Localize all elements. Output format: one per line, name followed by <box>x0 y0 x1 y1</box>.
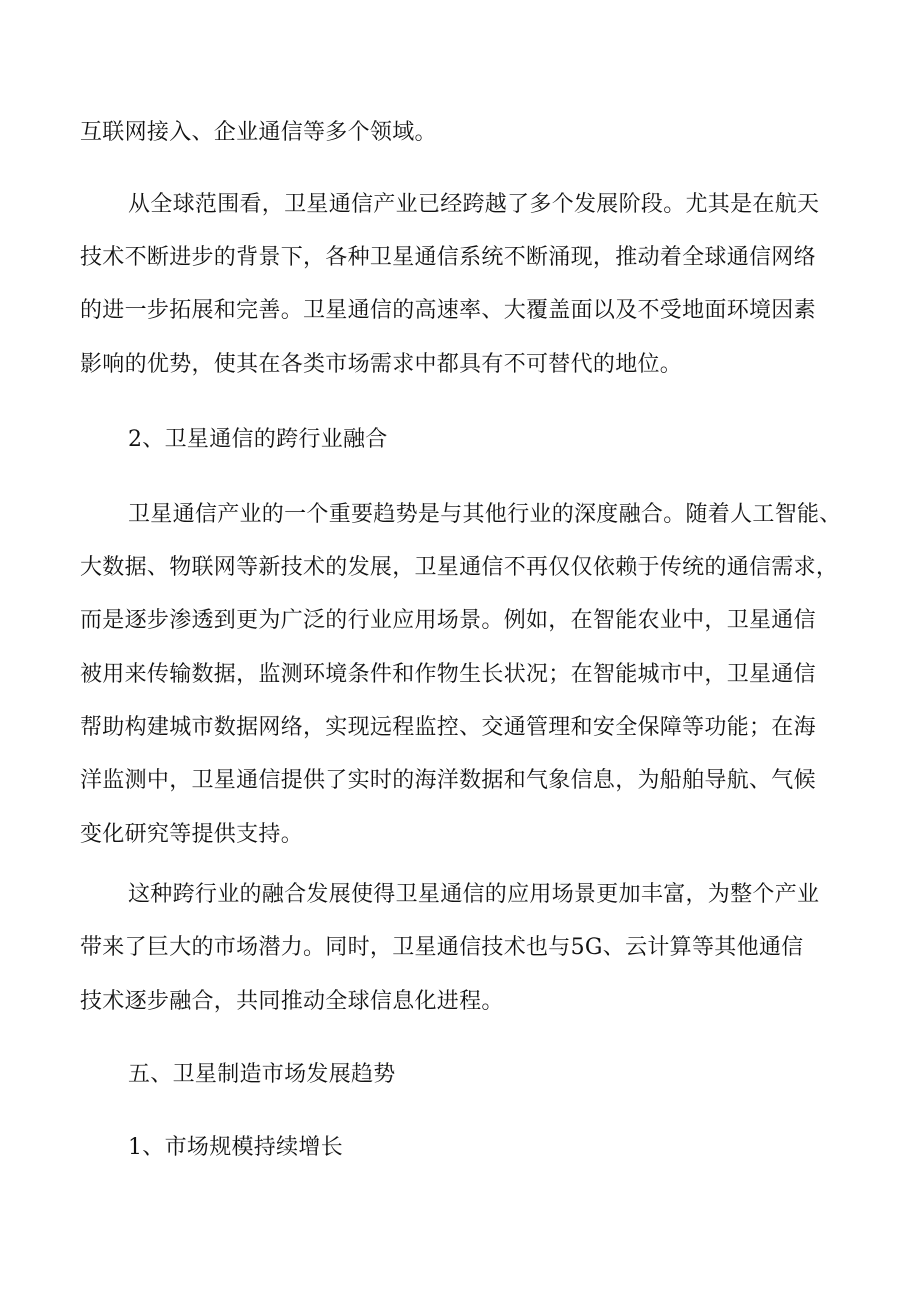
paragraph-line: 大数据、物联网等新技术的发展，卫星通信不再仅仅依赖于传统的通信需求， <box>80 555 839 580</box>
paragraph-line: 的进一步拓展和完善。卫星通信的高速率、大覆盖面以及不受地面环境因素 <box>80 298 816 323</box>
paragraph-line: 影响的优势，使其在各类市场需求中都具有不可替代的地位。 <box>80 352 683 377</box>
paragraph-line: 帮助构建城市数据网络，实现远程监控、交通管理和安全保障等功能；在海 <box>80 715 816 740</box>
paragraph-line: 洋监测中，卫星通信提供了实时的海洋数据和气象信息，为船舶导航、气候 <box>80 768 816 793</box>
section-heading: 五、卫星制造市场发展趋势 <box>128 1062 396 1087</box>
paragraph-line: 带来了巨大的市场潜力。同时，卫星通信技术也与5G、云计算等其他通信 <box>80 935 804 960</box>
paragraph-line: 技术不断进步的背景下，各种卫星通信系统不断涌现，推动着全球通信网络 <box>80 245 816 270</box>
paragraph-line: 这种跨行业的融合发展使得卫星通信的应用场景更加丰富，为整个产业 <box>128 882 820 907</box>
paragraph-line: 而是逐步渗透到更为广泛的行业应用场景。例如，在智能农业中，卫星通信 <box>80 608 816 633</box>
paragraph-line: 技术逐步融合，共同推动全球信息化进程。 <box>80 989 504 1014</box>
paragraph-line: 变化研究等提供支持。 <box>80 822 304 847</box>
paragraph-line: 从全球范围看，卫星通信产业已经跨越了多个发展阶段。尤其是在航天 <box>128 192 820 217</box>
section-heading: 2、卫星通信的跨行业融合 <box>128 427 388 452</box>
paragraph-line: 被用来传输数据，监测环境条件和作物生长状况；在智能城市中，卫星通信 <box>80 662 816 687</box>
paragraph-line: 互联网接入、企业通信等多个领域。 <box>80 120 437 145</box>
section-heading: 1、市场规模持续增长 <box>128 1135 343 1160</box>
paragraph-line: 卫星通信产业的一个重要趋势是与其他行业的深度融合。随着人工智能、 <box>128 502 842 527</box>
